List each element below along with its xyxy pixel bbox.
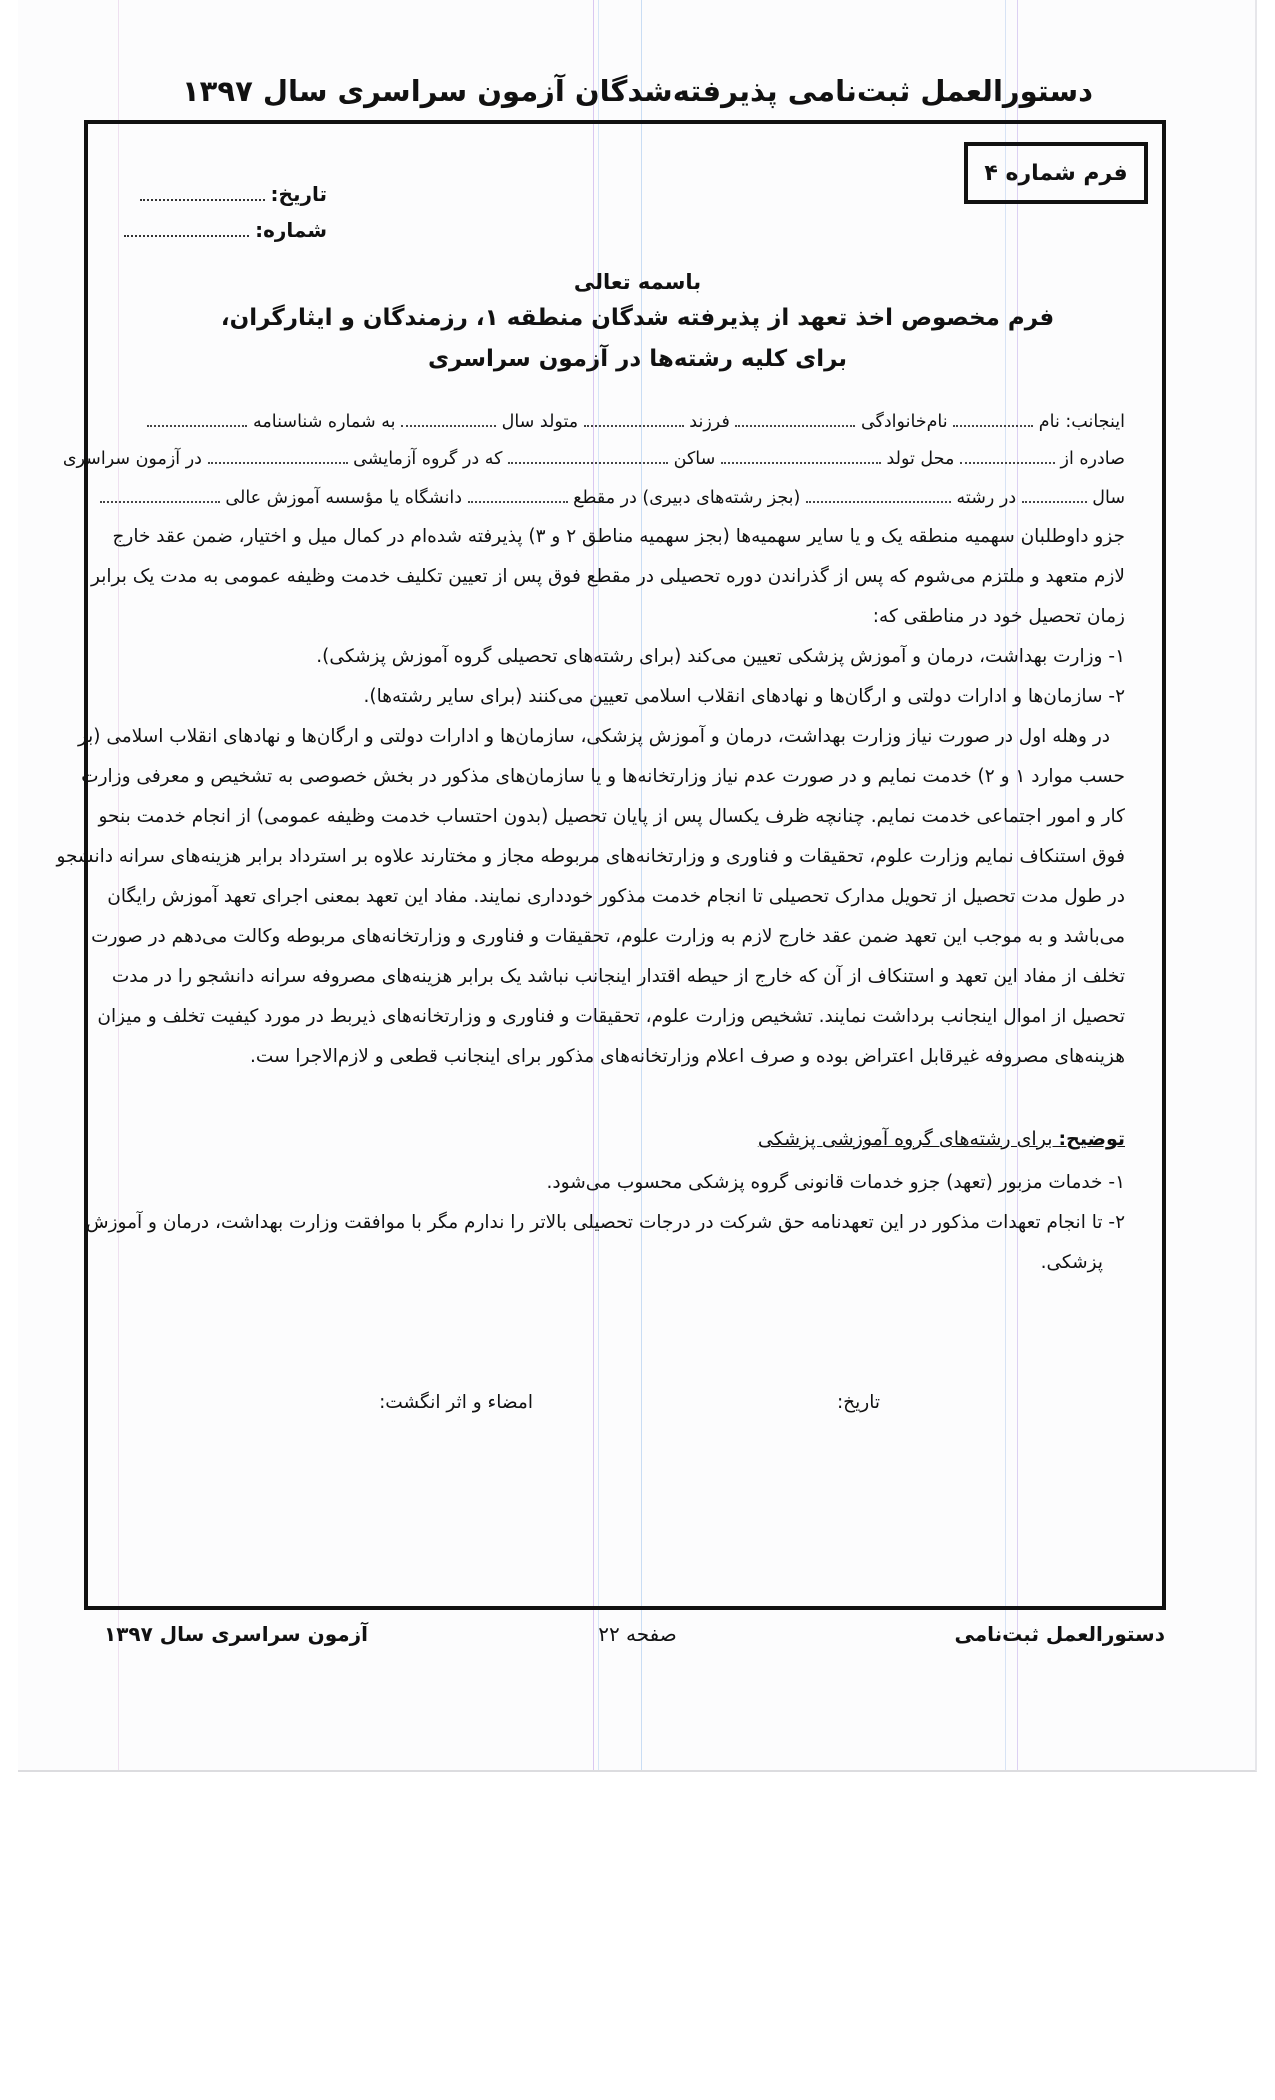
paragraph-line: تخلف از مفاد این تعهد و استنکاف از آن که خارج از حیطه اقتدار اینجانب نباشد یک برابر هزینه‌های مصروفه سرانه دانشجو را در مدت (111, 966, 1125, 987)
field-dots (100, 493, 220, 503)
field-dots (953, 417, 1033, 427)
paragraph-line: هزینه‌های مصروفه غیرقابل اعتراض بوده و صرف اعلام وزارتخانه‌های مذکور برای اینجانب قطعی و لازم‌الاجرا ست. (250, 1046, 1125, 1067)
field-dots (401, 417, 496, 427)
note-heading-text: برای رشته‌های گروه آموزشی پزشکی (757, 1128, 1059, 1150)
note-item-continuation: پزشکی. (1040, 1252, 1103, 1273)
number-dots (124, 229, 249, 237)
field-label-national-exam: در آزمون سراسری (62, 449, 202, 469)
field-label-issued-from: صادره از (1060, 449, 1125, 469)
field-dots (584, 417, 684, 427)
basmala: باسمه تعالی (573, 270, 702, 294)
fields-row-3 (150, 488, 1125, 508)
list-item: ۱- وزارت بهداشت، درمان و آموزش پزشکی تعیین می‌کند (برای رشته‌های تحصیلی گروه آموزش پزشکی). (316, 646, 1125, 667)
signature-label: امضاء و اثر انگشت: (379, 1392, 533, 1413)
date-field (140, 182, 327, 206)
fields-row-1 (150, 412, 1125, 432)
field-label-name: اینجانب: نام (1038, 412, 1125, 432)
paragraph-line: تحصیل از اموال اینجانب برداشت نمایند. تشخیص وزارت علوم، تحقیقات و فناوری و وزارتخانه‌های ذیربط در مورد کیفیت تخلف و میزان (97, 1006, 1125, 1027)
note-heading (758, 1128, 1125, 1150)
document-header-title: دستورالعمل ثبت‌نامی پذیرفته‌شدگان آزمون سراسری سال ۱۳۹۷ (181, 74, 1094, 108)
field-dots (147, 417, 247, 427)
field-dots (1022, 493, 1087, 503)
field-label-test-group: که در گروه آزمایشی (353, 449, 503, 469)
field-dots (960, 454, 1055, 464)
field-label-family: نام‌خانوادگی (860, 412, 948, 432)
field-dots (468, 493, 568, 503)
field-label-birth-year: متولد سال (501, 412, 579, 432)
field-dots (806, 493, 951, 503)
form-number-box (964, 142, 1148, 204)
form-number: فرم شماره ۴ (984, 160, 1128, 186)
form-title-line1: فرم مخصوص اخذ تعهد از پذیرفته شدگان منطقه ۱، رزمندگان و ایثارگران، (220, 305, 1055, 331)
field-label-birthplace: محل تولد (886, 449, 955, 469)
paragraph-line: در وهله اول در صورت نیاز وزارت بهداشت، درمان و آموزش پزشکی، سازمان‌ها و ادارات دولتی و ارگان‌ها و نهادهای انقلاب اسلامی (بر (77, 726, 1110, 747)
paragraph-line: جزو داوطلبان سهمیه منطقه یک و یا سایر سهمیه‌ها (بجز سهمیه مناطق ۲ و ۳) پذیرفته شده‌ام در کمال میل و اختیار، ضمن عقد خارج (112, 526, 1125, 547)
date-label: تاریخ: (270, 182, 327, 206)
field-dots (735, 417, 855, 427)
form-title-line2: برای کلیه رشته‌ها در آزمون سراسری (427, 346, 848, 372)
field-label-resident: ساکن (673, 449, 716, 469)
footer-page-number: صفحه ۲۲ (598, 1622, 677, 1646)
field-label-child-of: فرزند (689, 412, 730, 432)
field-label-year: سال (1092, 488, 1125, 508)
field-dots (721, 454, 881, 464)
footer-left: آزمون سراسری سال ۱۳۹۷ (104, 1622, 369, 1646)
fields-row-2 (62, 449, 1125, 469)
field-dots (508, 454, 668, 464)
field-label-level: (بجز رشته‌های دبیری) در مقطع (573, 488, 801, 508)
field-label-university: دانشگاه یا مؤسسه آموزش عالی (225, 488, 463, 508)
note-item: ۲- تا انجام تعهدات مذکور در این تعهدنامه حق شرکت در درجات تحصیلی بالاتر را ندارم مگر با موافقت وزارت بهداشت، درمان و آموزش (86, 1212, 1125, 1233)
note-heading-bold: توضیح: (1058, 1128, 1125, 1150)
paragraph-line: حسب موارد ۱ و ۲) خدمت نمایم و در صورت عدم نیاز وزارتخانه‌ها و یا سازمان‌های مذکور در بخش خصوصی به تشخیص و معرفی وزارت (81, 766, 1125, 787)
field-label-major: در رشته (956, 488, 1017, 508)
field-label-id-number: به شماره شناسنامه (253, 412, 396, 432)
list-item: ۲- سازمان‌ها و ادارات دولتی و ارگان‌ها و نهادهای انقلاب اسلامی تعیین می‌کنند (برای سایر رشته‌ها). (363, 686, 1125, 707)
paragraph-line: فوق استنکاف نمایم وزارت علوم، تحقیقات و فناوری و وزارتخانه‌های مربوطه مجاز و مختارند علاوه بر استرداد برابر هزینه‌های سرانه دانشجو (56, 846, 1125, 867)
number-label: شماره: (255, 218, 327, 242)
signature-date-label: تاریخ: (836, 1392, 880, 1413)
date-dots (140, 193, 265, 201)
footer-right: دستورالعمل ثبت‌نامی (954, 1622, 1165, 1646)
field-dots (208, 454, 348, 464)
paragraph-line: کار و امور اجتماعی خدمت نمایم. چنانچه ظرف یکسال پس از پایان تحصیل (بدون احتساب خدمت وظیفه عمومی) از انجام خدمت بنحو (98, 806, 1125, 827)
paragraph-line: در طول مدت تحصیل از تحویل مدارک تحصیلی تا انجام خدمت مذکور خودداری نمایند. مفاد این تعهد بمعنی اجرای تعهد آموزش رایگان (107, 886, 1125, 907)
paragraph-line: لازم متعهد و ملتزم می‌شوم که پس از گذراندن دوره تحصیلی در مقطع فوق پس از تعیین تکلیف خدمت وظیفه عمومی به مدت یک برابر (90, 566, 1125, 587)
paragraph-line: می‌باشد و به موجب این تعهد ضمن عقد خارج لازم به وزارت علوم، تحقیقات و فناوری و وزارتخانه‌های مربوطه وکالت می‌دهم در صورت (91, 926, 1125, 947)
number-field (124, 218, 327, 242)
paragraph-line: زمان تحصیل خود در مناطقی که: (872, 606, 1125, 627)
note-item: ۱- خدمات مزبور (تعهد) جزو خدمات قانونی گروه پزشکی محسوب می‌شود. (546, 1172, 1125, 1193)
